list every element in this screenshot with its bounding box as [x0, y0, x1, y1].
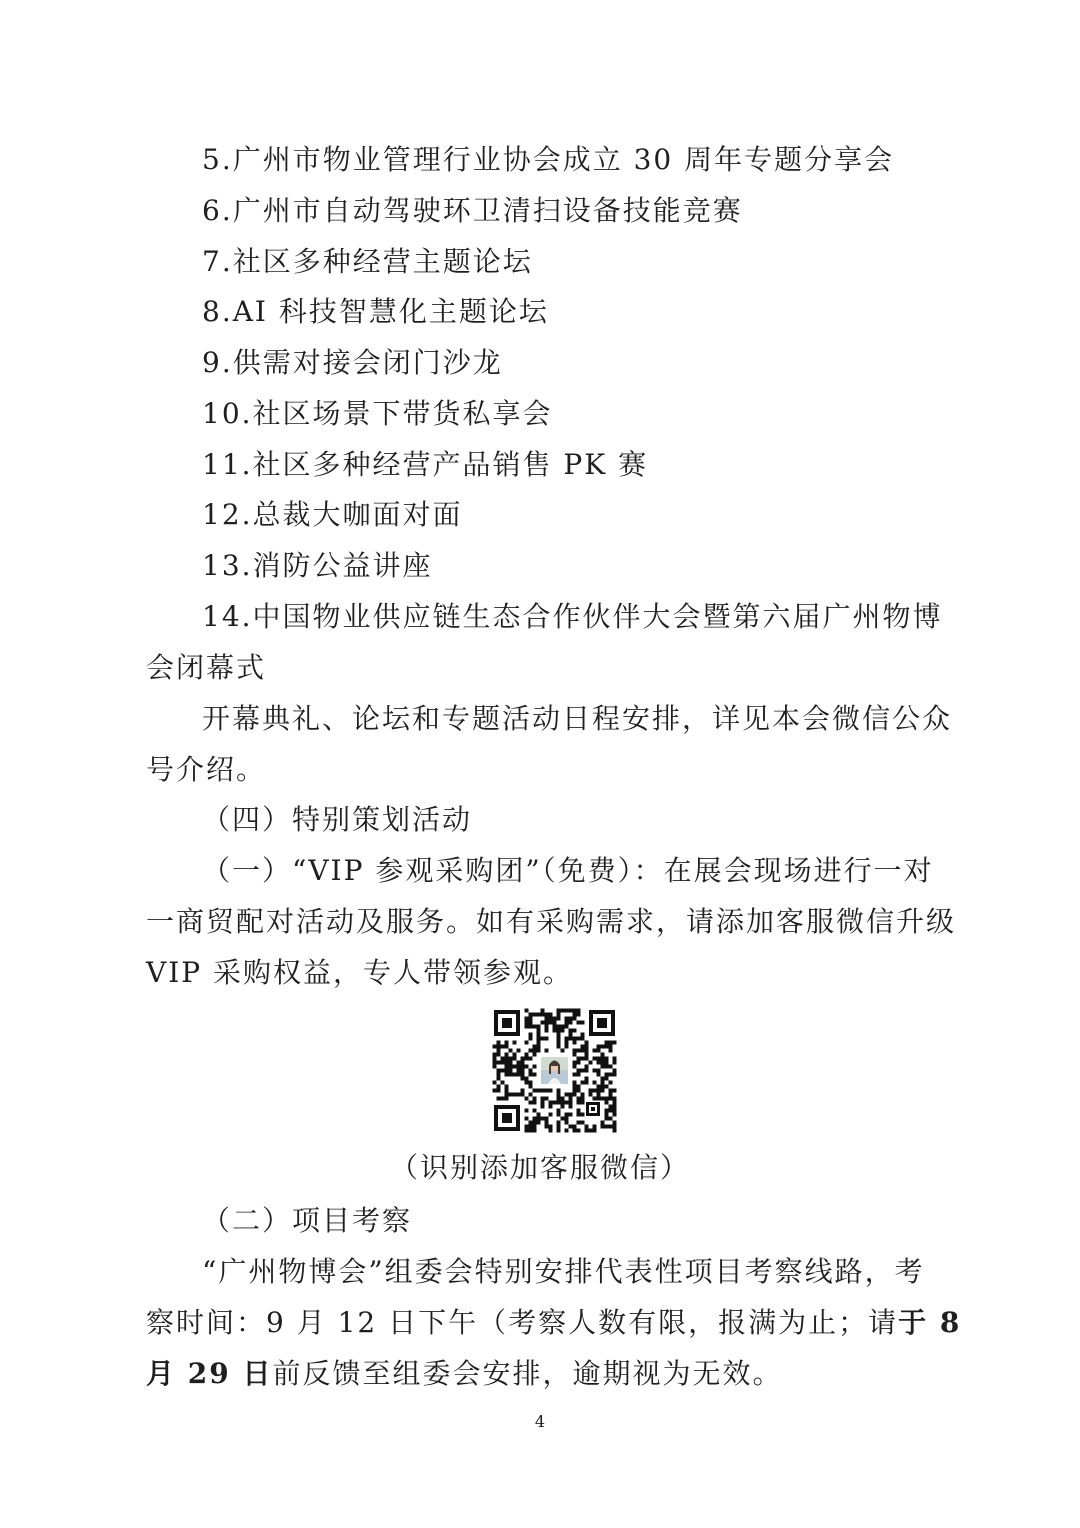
- list-item-5: 5.广州市物业管理行业协会成立 30 周年专题分享会: [202, 143, 895, 176]
- section-heading-project-inspection: （二）项目考察: [202, 1204, 413, 1237]
- page-number: 4: [534, 1412, 546, 1431]
- project-paragraph-line-3: [146, 1356, 946, 1392]
- project-line-2-text: 察时间：9 月 12 日下午（考察人数有限，报满为止；请: [146, 1306, 899, 1339]
- list-item-8: 8.AI 科技智慧化主题论坛: [202, 295, 549, 328]
- project-deadline-part-2: 月 29 日: [146, 1357, 273, 1390]
- list-item-7: 7.社区多种经营主题论坛: [202, 245, 533, 278]
- qr-finder-top-left-icon: [494, 1010, 520, 1036]
- vip-paragraph-line-1: （一）“VIP 参观采购团”（免费）：在展会现场进行一对: [202, 854, 934, 887]
- list-item-13: 13.消防公益讲座: [202, 549, 433, 582]
- list-item-14-continued: 会闭幕式: [146, 651, 267, 684]
- wechat-qr-code: [492, 1008, 617, 1133]
- section-heading-special-activities: （四）特别策划活动: [202, 803, 473, 836]
- list-item-12: 12.总裁大咖面对面: [202, 498, 463, 531]
- schedule-note-line-1: 开幕典礼、论坛和专题活动日程安排，详见本会微信公众: [202, 702, 953, 735]
- qr-center-avatar: [539, 1055, 570, 1086]
- qr-finder-top-right-icon: [589, 1010, 615, 1036]
- project-line-3-text: 前反馈至组委会安排，逾期视为无效。: [272, 1357, 783, 1390]
- list-item-10: 10.社区场景下带货私享会: [202, 397, 553, 430]
- vip-paragraph-line-2: 一商贸配对活动及服务。如有采购需求，请添加客服微信升级: [146, 905, 957, 938]
- schedule-note-line-2: 号介绍。: [146, 753, 267, 786]
- project-paragraph-line-2: [146, 1305, 962, 1341]
- qr-finder-bottom-left-icon: [494, 1105, 520, 1131]
- project-deadline-part-1: 于 8: [898, 1306, 962, 1339]
- list-item-11: 11.社区多种经营产品销售 PK 赛: [202, 448, 649, 481]
- list-item-9: 9.供需对接会闭门沙龙: [202, 346, 503, 379]
- list-item-6: 6.广州市自动驾驶环卫清扫设备技能竞赛: [202, 194, 743, 227]
- qr-alignment-icon: [586, 1102, 600, 1116]
- qr-caption: （识别添加客服微信）: [389, 1151, 690, 1184]
- list-item-14: 14.中国物业供应链生态合作伙伴大会暨第六届广州物博: [202, 600, 943, 633]
- project-paragraph-line-1: “广州物博会”组委会特别安排代表性项目考察线路，考: [202, 1255, 925, 1288]
- vip-paragraph-line-3: VIP 采购权益，专人带领参观。: [146, 956, 574, 989]
